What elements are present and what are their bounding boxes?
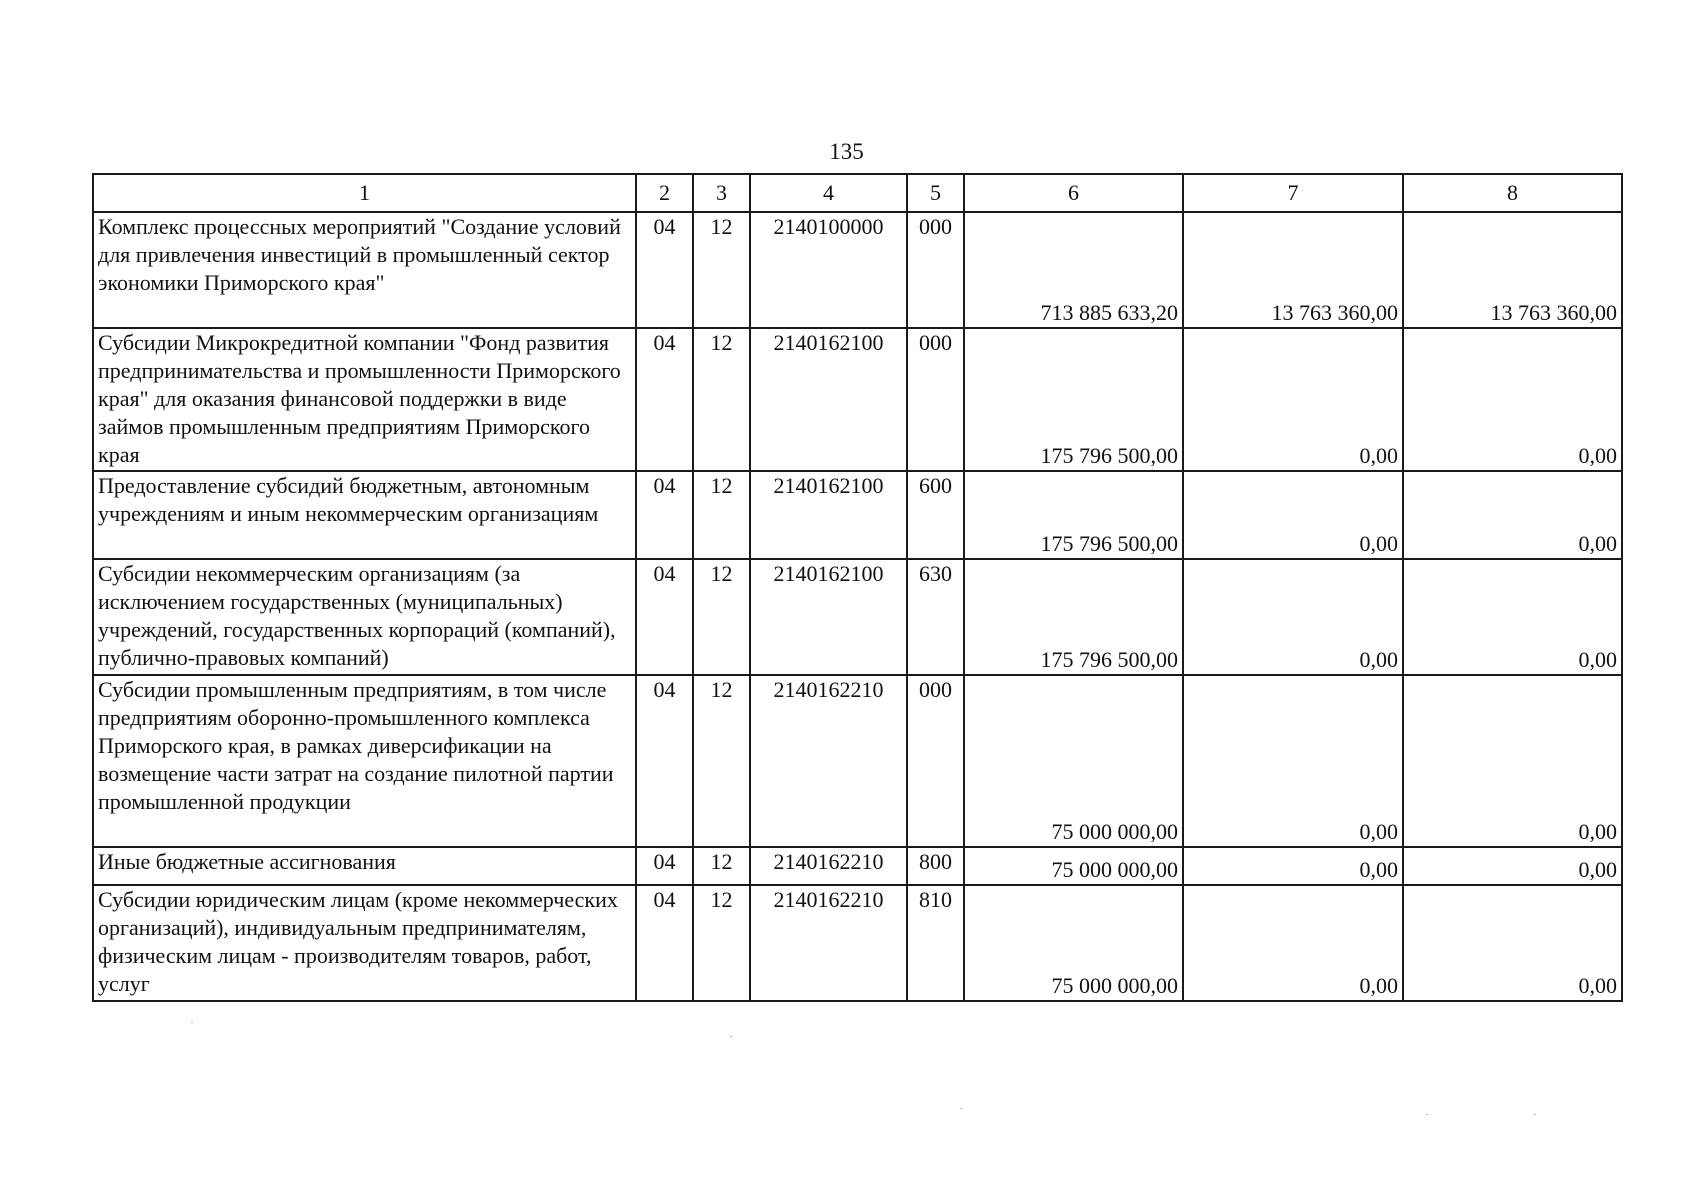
row-expense-type-code: 000	[907, 328, 964, 471]
scan-speck	[1534, 1114, 1536, 1115]
row-amount-col8: 0,00	[1403, 675, 1622, 847]
row-subsection-code: 12	[693, 559, 750, 675]
row-target-article-code: 2140162100	[750, 471, 907, 559]
row-section-code: 04	[636, 847, 693, 885]
row-expense-type-code: 000	[907, 212, 964, 328]
row-amount-col7: 0,00	[1183, 328, 1403, 471]
row-subsection-code: 12	[693, 847, 750, 885]
row-amount-col8: 13 763 360,00	[1403, 212, 1622, 328]
row-section-code: 04	[636, 212, 693, 328]
column-header-6: 6	[964, 174, 1183, 212]
budget-table	[92, 173, 1623, 1002]
page-number: 135	[829, 139, 864, 164]
table-row	[93, 328, 1622, 471]
row-subsection-code: 12	[693, 328, 750, 471]
row-name: Предоставление субсидий бюджетным, автономным учреждениям и иным некоммерческим организациям	[93, 471, 636, 559]
row-name: Субсидии Микрокредитной компании "Фонд развития предпринимательства и промышленности Приморского края" для оказания финансовой поддержки в виде займов промышленным предприятиям Приморского края	[93, 328, 636, 471]
scan-speck	[960, 1108, 962, 1109]
table-row	[93, 559, 1622, 675]
column-header-4: 4	[750, 174, 907, 212]
column-header-1: 1	[93, 174, 636, 212]
scan-speck	[1426, 1114, 1428, 1115]
row-amount-col7: 0,00	[1183, 675, 1403, 847]
row-amount-col7: 0,00	[1183, 885, 1403, 1001]
row-amount-col6: 75 000 000,00	[964, 675, 1183, 847]
column-header-5: 5	[907, 174, 964, 212]
row-amount-col6: 75 000 000,00	[964, 847, 1183, 885]
table-row	[93, 212, 1622, 328]
scan-speck	[191, 1022, 193, 1023]
row-target-article-code: 2140162210	[750, 847, 907, 885]
table-row	[93, 847, 1622, 885]
row-subsection-code: 12	[693, 675, 750, 847]
column-header-7: 7	[1183, 174, 1403, 212]
column-header-3: 3	[693, 174, 750, 212]
row-amount-col8: 0,00	[1403, 471, 1622, 559]
row-subsection-code: 12	[693, 471, 750, 559]
row-expense-type-code: 630	[907, 559, 964, 675]
row-expense-type-code: 810	[907, 885, 964, 1001]
row-expense-type-code: 800	[907, 847, 964, 885]
row-subsection-code: 12	[693, 885, 750, 1001]
row-amount-col8: 0,00	[1403, 559, 1622, 675]
row-expense-type-code: 600	[907, 471, 964, 559]
row-target-article-code: 2140162100	[750, 328, 907, 471]
row-expense-type-code: 000	[907, 675, 964, 847]
row-amount-col6: 175 796 500,00	[964, 471, 1183, 559]
row-amount-col8: 0,00	[1403, 328, 1622, 471]
row-section-code: 04	[636, 328, 693, 471]
row-section-code: 04	[636, 885, 693, 1001]
row-name: Субсидии промышленным предприятиям, в том числе предприятиям оборонно-промышленного комплекса Приморского края, в рамках диверсификации на возмещение части затрат на создание пилотной партии промышленной продукции	[93, 675, 636, 847]
row-target-article-code: 2140162210	[750, 675, 907, 847]
row-amount-col6: 175 796 500,00	[964, 559, 1183, 675]
row-target-article-code: 2140162100	[750, 559, 907, 675]
header-row	[93, 174, 1622, 212]
row-amount-col6: 75 000 000,00	[964, 885, 1183, 1001]
row-amount-col6: 175 796 500,00	[964, 328, 1183, 471]
table-row	[93, 471, 1622, 559]
table-row	[93, 675, 1622, 847]
row-name: Субсидии юридическим лицам (кроме некоммерческих организаций), индивидуальным предпринимателям, физическим лицам - производителям товаров, работ, услуг	[93, 885, 636, 1001]
row-amount-col6: 713 885 633,20	[964, 212, 1183, 328]
row-subsection-code: 12	[693, 212, 750, 328]
row-section-code: 04	[636, 675, 693, 847]
row-name: Субсидии некоммерческим организациям (за исключением государственных (муниципальных) учреждений, государственных корпораций (компаний), публично-правовых компаний)	[93, 559, 636, 675]
column-header-8: 8	[1403, 174, 1622, 212]
column-header-2: 2	[636, 174, 693, 212]
row-amount-col7: 0,00	[1183, 559, 1403, 675]
scan-speck	[730, 1036, 732, 1037]
row-target-article-code: 2140162210	[750, 885, 907, 1001]
row-target-article-code: 2140100000	[750, 212, 907, 328]
row-amount-col8: 0,00	[1403, 885, 1622, 1001]
row-name: Комплекс процессных мероприятий "Создание условий для привлечения инвестиций в промышленный сектор экономики Приморского края"	[93, 212, 636, 328]
row-section-code: 04	[636, 559, 693, 675]
table-row	[93, 885, 1622, 1001]
row-name: Иные бюджетные ассигнования	[93, 847, 636, 885]
row-amount-col7: 13 763 360,00	[1183, 212, 1403, 328]
row-amount-col8: 0,00	[1403, 847, 1622, 885]
row-amount-col7: 0,00	[1183, 847, 1403, 885]
row-section-code: 04	[636, 471, 693, 559]
row-amount-col7: 0,00	[1183, 471, 1403, 559]
